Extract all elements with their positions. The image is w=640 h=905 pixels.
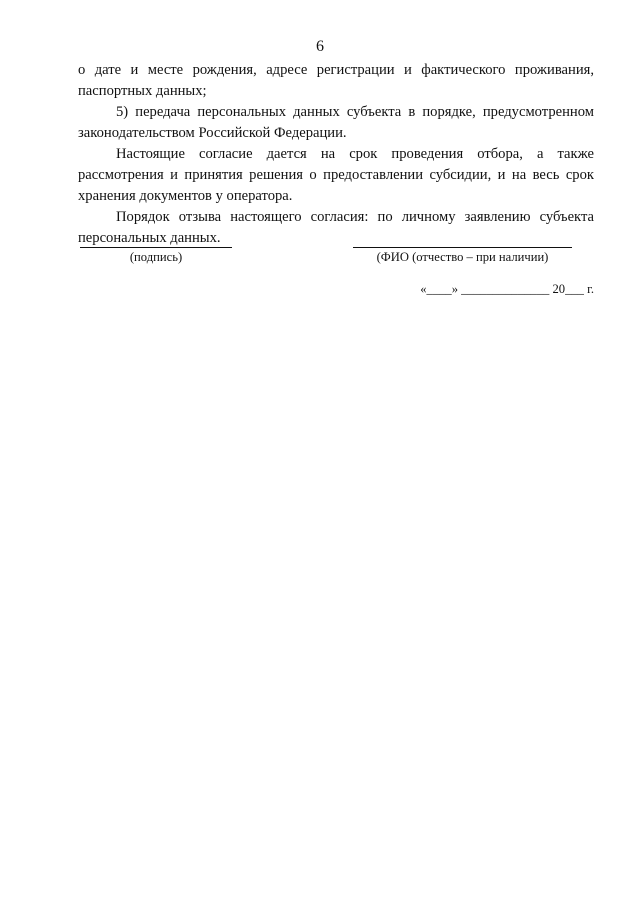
full-name-line [353, 247, 572, 248]
signature-line [80, 247, 232, 248]
document-body [78, 60, 594, 249]
page-number: 6 [316, 38, 324, 55]
paragraph-consent-term: Настоящие согласие дается на срок проведения отбора, а также рассмотрения и принятия решения о предоставлении субсидии, и на весь срок хранения документов у оператора. [78, 146, 594, 204]
paragraph-revocation-procedure: Порядок отзыва настоящего согласия: по личному заявлению субъекта персональных данных. [78, 209, 594, 246]
date-line: «____» ______________ 20___ г. [420, 282, 594, 296]
paragraph-birth-data: о дате и месте рождения, адресе регистрации и фактического проживания, паспортных данных; [78, 62, 594, 99]
paragraph-transfer-data: 5) передача персональных данных субъекта в порядке, предусмотренном законодательством Российской Федерации. [78, 104, 594, 141]
signature-caption: (подпись) [129, 250, 183, 264]
full-name-caption: (ФИО (отчество – при наличии) [376, 250, 549, 264]
